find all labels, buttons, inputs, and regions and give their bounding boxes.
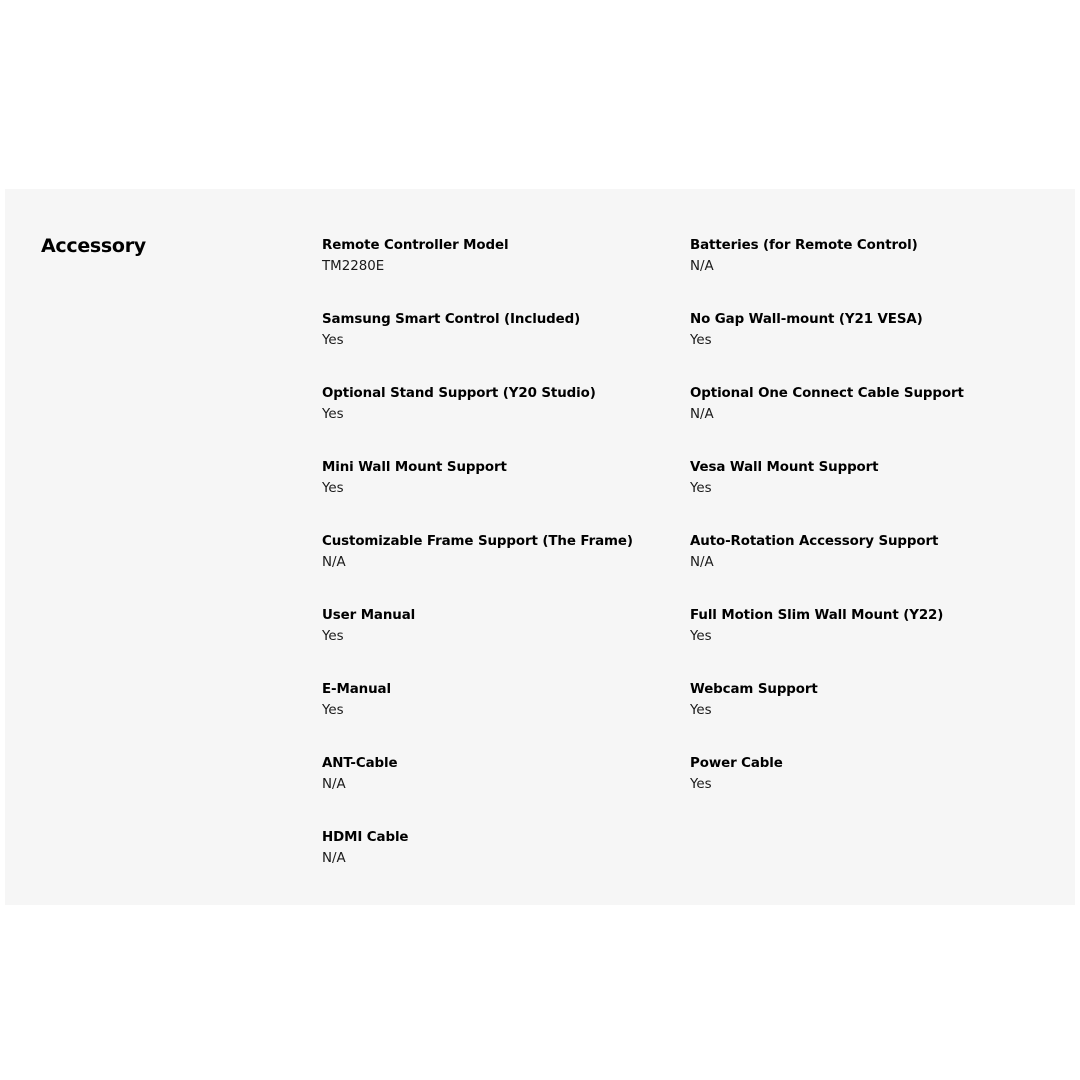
spec-value: N/A: [690, 259, 714, 274]
spec-item-vesa-wall-mount: [690, 459, 1030, 498]
section-title: Accessory: [41, 235, 146, 257]
spec-value: Yes: [690, 333, 712, 348]
spec-name: Mini Wall Mount Support: [322, 460, 507, 475]
spec-item-batteries: [690, 237, 1030, 276]
spec-value: Yes: [322, 703, 344, 718]
spec-value: N/A: [322, 555, 346, 570]
spec-value: N/A: [690, 407, 714, 422]
spec-value: N/A: [322, 777, 346, 792]
spec-name: Full Motion Slim Wall Mount (Y22): [690, 608, 944, 623]
spec-item-auto-rotation: [690, 533, 1030, 572]
spec-item-no-gap-wall-mount: [690, 311, 1030, 350]
spec-value: Yes: [690, 777, 712, 792]
spec-item-ant-cable: [322, 755, 662, 794]
spec-name: HDMI Cable: [322, 830, 409, 845]
spec-value: Yes: [690, 703, 712, 718]
spec-name: Batteries (for Remote Control): [690, 238, 918, 253]
accessory-spec-section: [5, 189, 1075, 905]
spec-name: User Manual: [322, 608, 416, 623]
spec-value: Yes: [322, 629, 344, 644]
spec-item-optional-stand-support: [322, 385, 662, 424]
spec-name: Remote Controller Model: [322, 238, 509, 253]
spec-name: Auto-Rotation Accessory Support: [690, 534, 939, 549]
spec-item-hdmi-cable: [322, 829, 662, 868]
spec-value: Yes: [690, 481, 712, 496]
spec-value: Yes: [322, 481, 344, 496]
spec-name: Webcam Support: [690, 682, 818, 697]
spec-name: Vesa Wall Mount Support: [690, 460, 879, 475]
spec-item-mini-wall-mount: [322, 459, 662, 498]
spec-name: Samsung Smart Control (Included): [322, 312, 581, 327]
spec-name: Optional Stand Support (Y20 Studio): [322, 386, 596, 401]
spec-item-customizable-frame: [322, 533, 662, 572]
spec-item-optional-one-connect: [690, 385, 1030, 424]
spec-value: Yes: [322, 333, 344, 348]
spec-name: ANT-Cable: [322, 756, 398, 771]
spec-value: Yes: [690, 629, 712, 644]
spec-item-user-manual: [322, 607, 662, 646]
spec-item-e-manual: [322, 681, 662, 720]
spec-value: TM2280E: [322, 259, 385, 274]
spec-name: No Gap Wall-mount (Y21 VESA): [690, 312, 923, 327]
spec-item-remote-controller-model: [322, 237, 662, 276]
spec-item-full-motion-wall-mount: [690, 607, 1030, 646]
spec-value: N/A: [690, 555, 714, 570]
spec-value: Yes: [322, 407, 344, 422]
spec-item-webcam-support: [690, 681, 1030, 720]
spec-name: E-Manual: [322, 682, 391, 697]
spec-name: Optional One Connect Cable Support: [690, 386, 964, 401]
spec-item-samsung-smart-control: [322, 311, 662, 350]
spec-name: Power Cable: [690, 756, 783, 771]
spec-name: Customizable Frame Support (The Frame): [322, 534, 633, 549]
spec-item-power-cable: [690, 755, 1030, 794]
spec-value: N/A: [322, 851, 346, 866]
